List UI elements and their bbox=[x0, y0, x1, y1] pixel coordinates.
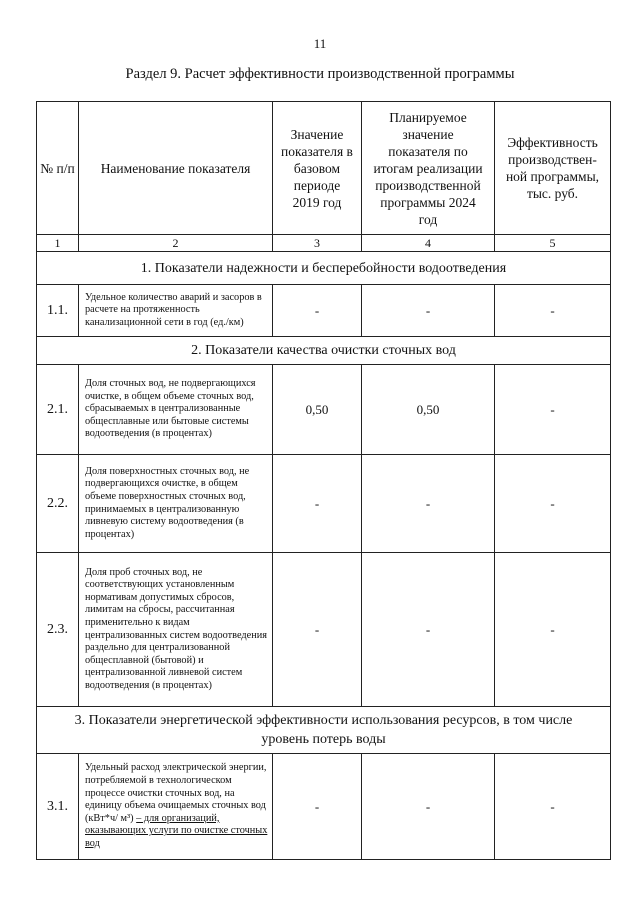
table-row bbox=[37, 754, 611, 860]
header-planned-value bbox=[362, 102, 495, 235]
indicator-name-text: Удельный расход электрической энергии, потребляемой в технологическом процессе очистки сточных вод, на единицу объема очищаемых сточных вод (кВт*ч/ м³) bbox=[85, 762, 267, 824]
indicator-name: Доля сточных вод, не подвергающихся очистке, в общем объеме сточных вод, сбрасываемых в централизованные общесплавные или бытовые системы водоотведения (в процентах) bbox=[79, 365, 273, 455]
header-number-text: № п/п bbox=[40, 160, 75, 176]
base-value: - bbox=[273, 455, 362, 553]
column-number: 3 bbox=[273, 235, 362, 252]
efficiency-value: - bbox=[495, 754, 611, 860]
planned-value: - bbox=[362, 285, 495, 337]
group-row bbox=[37, 252, 611, 285]
group-row bbox=[37, 707, 611, 754]
planned-value: - bbox=[362, 754, 495, 860]
base-value: - bbox=[273, 553, 362, 707]
group-title: 1. Показатели надежности и бесперебойности водоотведения bbox=[37, 252, 611, 285]
table-row bbox=[37, 285, 611, 337]
column-number: 1 bbox=[37, 235, 79, 252]
row-number: 2.2. bbox=[37, 455, 79, 553]
efficiency-value: - bbox=[495, 365, 611, 455]
header-base-value bbox=[273, 102, 362, 235]
table-row bbox=[37, 553, 611, 707]
section-title: Раздел 9. Расчет эффективности производственной программы bbox=[125, 66, 515, 82]
header-efficiency bbox=[495, 102, 611, 235]
planned-value: 0,50 bbox=[362, 365, 495, 455]
planned-value: - bbox=[362, 553, 495, 707]
indicator-name: Доля поверхностных сточных вод, не подвергающихся очистке, в общем объеме поверхностных сточных вод, принимаемых в централизованную ливневую систему водоотведения (в процентах) bbox=[79, 455, 273, 553]
indicator-name: Доля проб сточных вод, не соответствующих установленным нормативам допустимых сбросов, лимитам на сбросы, рассчитанная применительно к видам централизованных систем водоотведения раздельно для централизованной общесплавной (бытовой) и централизованной ливневой систем водоотведения (в процентах) bbox=[79, 553, 273, 707]
column-number: 5 bbox=[495, 235, 611, 252]
column-number: 4 bbox=[362, 235, 495, 252]
header-planned-value-text: Планируемое значение показателя по итогам реализации производственной программы 2024 год bbox=[373, 109, 483, 227]
group-row bbox=[37, 337, 611, 365]
header-indicator-name bbox=[79, 102, 273, 235]
indicator-name bbox=[79, 754, 273, 860]
base-value: 0,50 bbox=[273, 365, 362, 455]
indicator-name: Удельное количество аварий и засоров в расчете на протяженность канализационной сети в год (ед./км) bbox=[79, 285, 273, 337]
indicator-name-underlined: – для организаций, оказывающих услуги по очистке сточных вод bbox=[85, 812, 268, 849]
header-efficiency-text: Эффективность производствен-ной программы, тыс. руб. bbox=[505, 135, 600, 201]
row-number: 3.1. bbox=[37, 754, 79, 860]
page-number: 11 bbox=[313, 36, 327, 51]
table-row bbox=[37, 365, 611, 455]
header-indicator-name-text: Наименование показателя bbox=[100, 160, 251, 176]
table-header-row bbox=[37, 102, 611, 235]
planned-value: - bbox=[362, 455, 495, 553]
efficiency-value: - bbox=[495, 285, 611, 337]
row-number: 2.3. bbox=[37, 553, 79, 707]
row-number: 2.1. bbox=[37, 365, 79, 455]
group-title: 2. Показатели качества очистки сточных вод bbox=[37, 337, 611, 365]
column-number-row bbox=[37, 235, 611, 252]
header-base-value-text: Значение показателя в базовом периоде 2019 год bbox=[281, 126, 353, 210]
group-title: 3. Показатели энергетической эффективности использования ресурсов, в том числе уровень потерь воды bbox=[37, 707, 611, 754]
table-row bbox=[37, 455, 611, 553]
column-number: 2 bbox=[79, 235, 273, 252]
row-number: 1.1. bbox=[37, 285, 79, 337]
base-value: - bbox=[273, 285, 362, 337]
efficiency-value: - bbox=[495, 553, 611, 707]
header-number bbox=[37, 102, 79, 235]
efficiency-table bbox=[36, 101, 611, 860]
efficiency-value: - bbox=[495, 455, 611, 553]
base-value: - bbox=[273, 754, 362, 860]
